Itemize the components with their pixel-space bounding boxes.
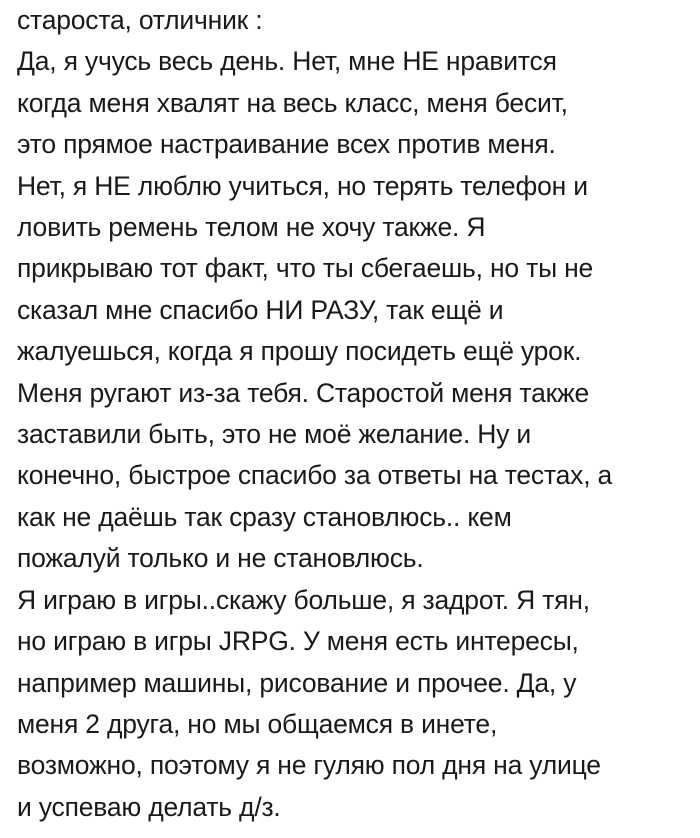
text-line: жалуешься, когда я прошу посидеть ещё урок. xyxy=(17,336,582,367)
text-line: ловить ремень телом не хочу также. Я xyxy=(17,212,486,243)
text-line: и успеваю делать д/з. xyxy=(17,791,281,822)
text-line: прикрываю тот факт, что ты сбегаешь, но ты не xyxy=(17,253,594,284)
text-line: Нет, я НЕ люблю учиться, но терять телефон и xyxy=(17,170,588,201)
text-line: Я играю в игры..скажу больше, я задрот. Я тян, xyxy=(17,584,590,615)
text-document xyxy=(17,0,692,828)
text-line: возможно, поэтому я не гуляю пол дня на улице xyxy=(17,750,601,781)
text-line: Меня ругают из-за тебя. Старостой меня также xyxy=(17,377,590,408)
text-line: конечно, быстрое спасибо за ответы на тестах, а xyxy=(17,460,613,491)
text-line: как не даёшь так сразу становлюсь.. кем xyxy=(17,501,512,532)
text-line: сказал мне спасибо НИ РАЗУ, так ещё и xyxy=(17,294,504,325)
text-line: но играю в игры JRPG. У меня есть интересы, xyxy=(17,626,579,657)
text-line: заставили быть, это не моё желание. Ну и xyxy=(17,419,532,450)
text-line: например машины, рисование и прочее. Да, у xyxy=(17,667,577,698)
text-line: староста, отличник : xyxy=(17,5,263,35)
text-line: это прямое настраивание всех против меня. xyxy=(17,129,556,160)
text-line: Да, я учусь весь день. Нет, мне НЕ нравится xyxy=(17,46,557,77)
text-line: когда меня хвалят на весь класс, меня бесит, xyxy=(17,87,568,118)
text-line: пожалуй только и не становлюсь. xyxy=(17,543,424,574)
text-line: меня 2 друга, но мы общаемся в инете, xyxy=(17,708,498,739)
